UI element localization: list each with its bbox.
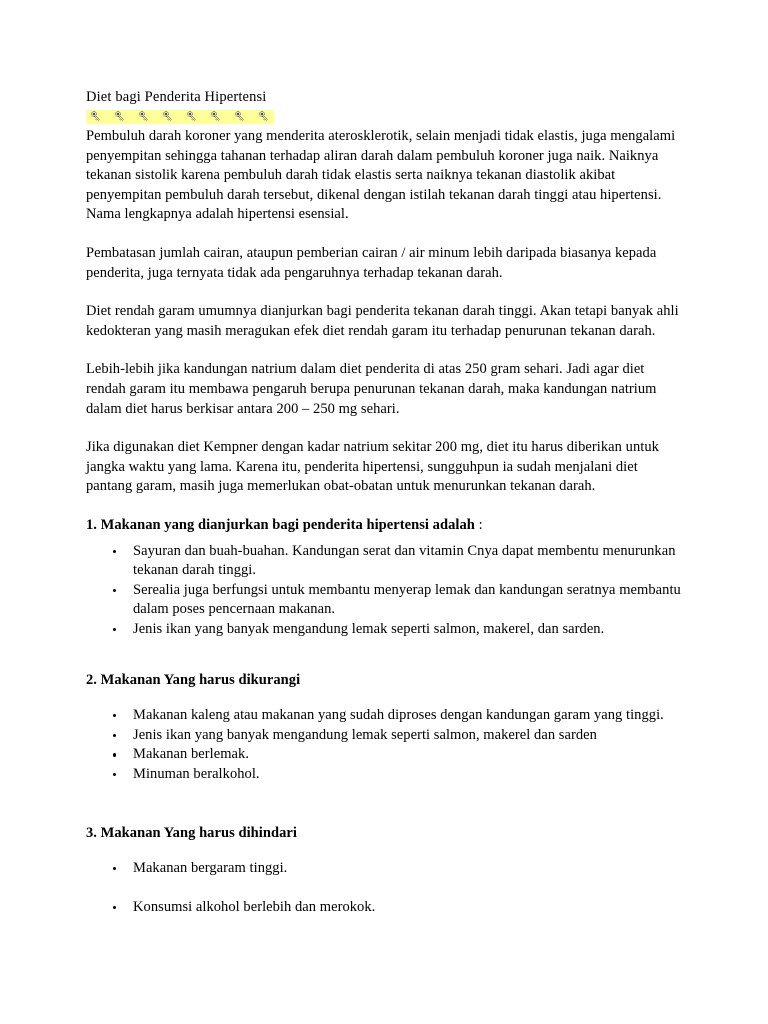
bullet-dot-icon (113, 714, 116, 717)
key-dingbat-icon (134, 110, 154, 124)
list-item (86, 726, 682, 746)
section-heading-1 (86, 516, 682, 536)
section-heading-3-text: 3. Makanan Yang harus dihindari (86, 825, 297, 842)
list-item-text: Sayuran dan buah-buahan. Kandungan serat dan vitamin Cnya dapat membentu menurunkan tekanan darah tinggi. (133, 542, 676, 579)
list-item (86, 859, 682, 879)
paragraph: Lebih-lebih jika kandungan natrium dalam diet penderita di atas 250 gram sehari. Jadi agar diet rendah garam itu membawa pengaruh berupa penurunan tekanan darah, maka kandungan natrium dalam diet harus berkisar antara 200 – 250 mg sehari. (86, 361, 657, 417)
list-item (86, 745, 682, 765)
list-item-text: Jenis ikan yang banyak mengandung lemak seperti salmon, makerel, dan sarden. (133, 620, 605, 637)
page-title: Diet bagi Penderita Hipertensi (86, 89, 267, 105)
list-item-text: Jenis ikan yang banyak mengandung lemak seperti salmon, makerel dan sarden (133, 726, 597, 743)
list-item (86, 620, 682, 640)
section-heading-2-text: 2. Makanan Yang harus dikurangi (86, 672, 301, 689)
key-dingbat-icon (230, 110, 250, 124)
list-item-text: Konsumsi alkohol berlebih dan merokok. (133, 898, 376, 915)
key-dingbat-icon (254, 110, 274, 124)
spacer (86, 802, 682, 824)
bullet-dot-icon (113, 550, 116, 553)
paragraph: Pembuluh darah koroner yang menderita aterosklerotik, selain menjadi tidak elastis, juga mengalami penyempitan sehingga tahanan terhadap aliran darah dalam pembuluh koroner juga naik. Naiknya tekanan sistolik karena pembuluh darah tidak elastis serta naiknya tekanan diastolik akibat penyempitan pembuluh darah tersebut, dikenal dengan istilah tekanan darah tinggi atau hipertensi. Nama lengkapnya adalah hipertensi esensial. (86, 128, 676, 223)
list-item-text: Makanan berlemak. (133, 746, 249, 763)
bullet-dot-icon (113, 906, 116, 909)
paragraph: Diet rendah garam umumnya dianjurkan bagi penderita tekanan darah tinggi. Akan tetapi banyak ahli kedokteran yang masih meragukan efek diet rendah garam itu terhadap penurunan tekanan darah. (86, 303, 679, 339)
list-section-2 (86, 706, 682, 784)
key-dingbat-icon (206, 110, 226, 124)
list-item-text: Makanan kaleng atau makanan yang sudah diproses dengan kandungan garam yang tinggi. (133, 707, 664, 724)
key-dingbat-icon (110, 110, 130, 124)
key-dingbat-icon (182, 110, 202, 124)
spacer (86, 657, 682, 671)
list-item-text: Serealia juga berfungsi untuk membantu menyerap lemak dan kandungan seratnya membantu dalam poses pencernaan makanan. (133, 581, 681, 618)
spacer (86, 850, 682, 859)
bullet-dot-icon (113, 867, 116, 870)
list-item (86, 765, 682, 785)
document-body (86, 88, 682, 936)
decorative-dingbat-row (86, 110, 274, 124)
spacer (86, 697, 682, 706)
list-section-3 (86, 859, 682, 917)
section-heading-3 (86, 824, 682, 844)
section-heading-2 (86, 671, 682, 691)
bullet-dot-icon (113, 589, 116, 592)
key-dingbat-icon (86, 110, 106, 124)
section-heading-1-text: 1. Makanan yang dianjurkan bagi penderita hipertensi adalah (86, 516, 475, 533)
bullet-dot-icon (113, 753, 116, 756)
list-item (86, 898, 682, 918)
list-section-1 (86, 542, 682, 640)
bullet-dot-icon (113, 628, 116, 631)
list-item (86, 581, 682, 620)
list-item-text: Makanan bergaram tinggi. (133, 860, 288, 877)
paragraph: Jika digunakan diet Kempner dengan kadar natrium sekitar 200 mg, diet itu harus diberikan untuk jangka waktu yang lama. Karena itu, penderita hipertensi, sungguhpun ia sudah menjalani diet pantang garam, masih juga memerlukan obat-obatan untuk menurunkan tekanan darah. (86, 439, 659, 495)
key-dingbat-icon (158, 110, 178, 124)
paragraph: Pembatasan jumlah cairan, ataupun pemberian cairan / air minum lebih daripada biasanya kepada penderita, juga ternyata tidak ada pengaruhnya terhadap tekanan darah. (86, 244, 657, 281)
bullet-dot-icon (113, 773, 116, 776)
list-item (86, 706, 682, 726)
bullet-dot-icon (113, 734, 116, 737)
section-heading-1-tail: : (474, 516, 483, 533)
list-item-text: Minuman beralkohol. (133, 765, 260, 782)
list-item (86, 542, 682, 581)
